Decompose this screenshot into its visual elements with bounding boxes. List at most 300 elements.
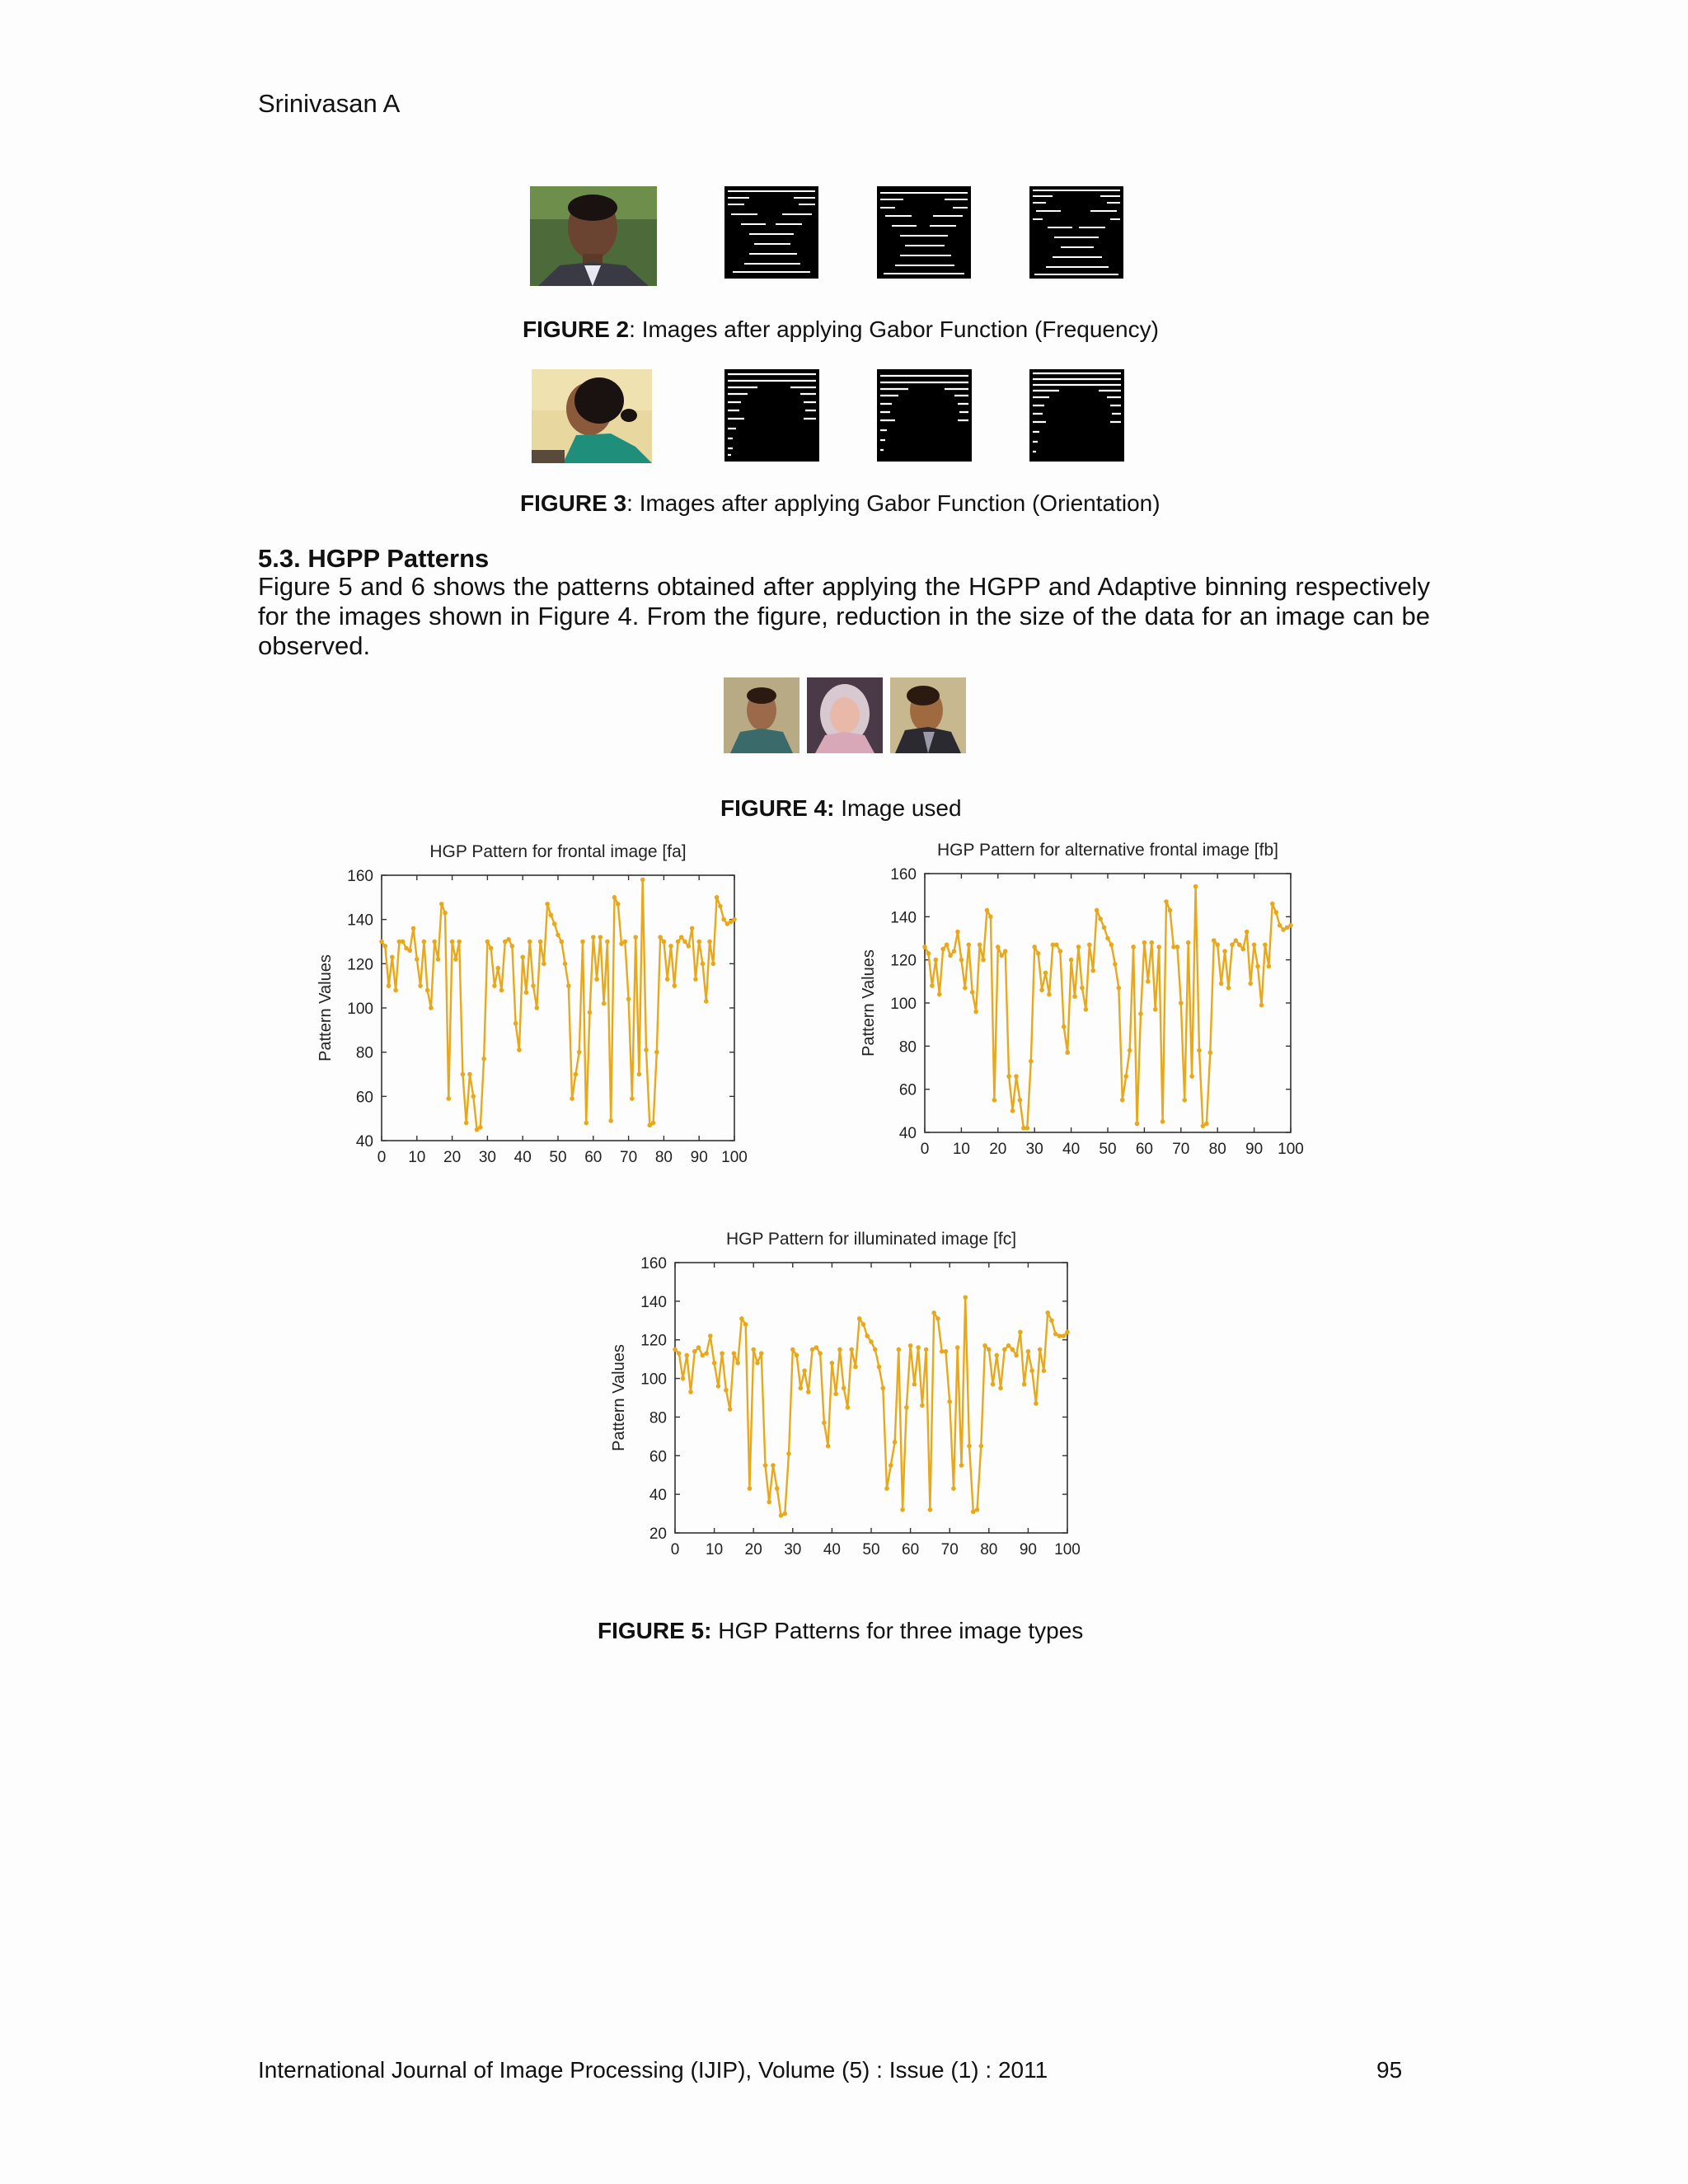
data-point — [1267, 964, 1272, 969]
y-tick-label: 120 — [347, 956, 373, 974]
data-point — [688, 1390, 693, 1394]
data-point — [495, 966, 500, 971]
x-tick-label: 60 — [1135, 1141, 1153, 1158]
data-point — [640, 878, 645, 883]
x-tick-label: 70 — [940, 1541, 959, 1558]
data-point — [1105, 936, 1110, 941]
data-point — [1014, 1353, 1019, 1358]
x-tick-label: 10 — [706, 1541, 724, 1558]
data-point — [1010, 1347, 1015, 1352]
data-point — [846, 1405, 851, 1410]
data-point — [1128, 1048, 1132, 1053]
data-point — [830, 1361, 835, 1366]
footer-journal: International Journal of Image Processing (IJIP), Volume (5) : Issue (1) : 2011 — [258, 2057, 1048, 2083]
data-point — [1003, 949, 1008, 954]
data-point — [1102, 926, 1107, 930]
data-point — [528, 940, 532, 944]
data-point — [524, 990, 529, 995]
data-point — [963, 1295, 968, 1300]
data-point — [450, 940, 455, 944]
data-point — [1237, 943, 1242, 948]
data-point — [1168, 908, 1173, 913]
data-point — [718, 904, 723, 909]
footer-page-number: 95 — [1376, 2057, 1403, 2083]
y-tick-label: 120 — [890, 952, 917, 970]
x-tick-label: 40 — [823, 1541, 841, 1558]
x-tick-label: 0 — [920, 1141, 930, 1158]
data-point — [485, 940, 490, 944]
figure-4-caption — [720, 795, 962, 822]
figure-5-label: FIGURE 5: — [598, 1618, 712, 1643]
data-point — [677, 1351, 682, 1356]
y-tick-label: 60 — [649, 1448, 667, 1466]
data-point — [1179, 1001, 1184, 1005]
data-point — [1189, 1074, 1194, 1079]
x-tick-label: 0 — [670, 1541, 680, 1558]
data-point — [922, 944, 927, 949]
y-tick-label: 140 — [347, 912, 373, 930]
data-point — [1117, 986, 1122, 991]
data-point — [802, 1368, 807, 1373]
data-point — [963, 986, 968, 991]
data-point — [720, 1351, 724, 1356]
data-point — [552, 921, 557, 926]
x-tick-label: 20 — [443, 1149, 462, 1166]
data-point — [1123, 1074, 1128, 1079]
y-tick-label: 40 — [649, 1487, 667, 1505]
data-point — [900, 1507, 905, 1512]
data-point — [947, 1399, 952, 1404]
data-point — [1049, 1318, 1054, 1323]
data-point — [732, 1351, 737, 1356]
data-point — [1047, 992, 1052, 997]
data-point — [1234, 938, 1239, 943]
figure-4-label: FIGURE 4: — [720, 795, 835, 821]
data-point — [1270, 902, 1275, 907]
data-point — [735, 1361, 740, 1366]
data-point — [662, 940, 667, 944]
data-point — [1014, 1074, 1019, 1079]
data-point — [1230, 943, 1235, 948]
x-tick-label: 0 — [377, 1149, 387, 1166]
data-point — [1006, 1074, 1011, 1079]
data-point — [1164, 899, 1169, 904]
data-point — [679, 935, 684, 940]
x-tick-label: 80 — [654, 1149, 673, 1166]
data-point — [1061, 1333, 1066, 1338]
data-point — [1095, 908, 1100, 913]
data-point — [1043, 971, 1048, 976]
data-point — [1084, 1007, 1089, 1012]
data-point — [1053, 1332, 1058, 1337]
data-point — [849, 1347, 854, 1352]
data-point — [999, 954, 1004, 958]
dataset-face-frontal — [724, 677, 799, 753]
data-point — [1029, 1368, 1034, 1373]
data-point — [1057, 949, 1062, 954]
data-point — [626, 996, 631, 1001]
body-paragraph: Figure 5 and 6 shows the patterns obtained after applying the HGPP and Adaptive binning respectively for the images shown in Figure 4. From the figure, reduction in the size of the data for an image can be observed. — [258, 572, 1430, 660]
data-point — [651, 1121, 656, 1126]
y-tick-label: 40 — [355, 1133, 373, 1151]
data-point — [1065, 1050, 1070, 1055]
data-point — [623, 940, 628, 944]
y-tick-label: 100 — [640, 1371, 667, 1389]
figure-2-caption — [523, 316, 1159, 343]
data-point — [763, 1463, 768, 1468]
data-point — [1036, 951, 1041, 956]
data-point — [978, 943, 982, 948]
data-point — [1080, 986, 1085, 991]
x-tick-label: 30 — [478, 1149, 496, 1166]
data-point — [1022, 1382, 1027, 1387]
y-tick-label: 80 — [649, 1409, 667, 1427]
data-point — [608, 1118, 613, 1123]
data-point — [967, 1444, 972, 1449]
data-point — [1146, 979, 1151, 984]
data-point — [668, 944, 673, 949]
data-point — [382, 944, 387, 949]
gabor-orientation-image-2 — [877, 369, 972, 462]
data-point — [814, 1345, 819, 1350]
data-point — [453, 957, 458, 962]
data-point — [721, 917, 726, 922]
data-point — [711, 962, 716, 967]
data-point — [672, 983, 677, 988]
data-point — [996, 944, 1001, 949]
data-point — [1255, 964, 1260, 969]
data-point — [751, 1347, 756, 1352]
data-point — [755, 1361, 760, 1366]
data-point — [411, 926, 416, 931]
data-point — [461, 1072, 466, 1077]
data-point — [1160, 1119, 1165, 1124]
data-point — [1025, 1126, 1030, 1131]
data-point — [644, 1047, 649, 1052]
data-point — [1090, 968, 1095, 973]
x-tick-label: 10 — [952, 1141, 970, 1158]
data-point — [732, 917, 737, 922]
data-point — [492, 983, 497, 988]
x-tick-label: 30 — [784, 1541, 802, 1558]
chart-title: HGP Pattern for illuminated image [fc] — [725, 1230, 1017, 1249]
data-point — [810, 1347, 815, 1352]
data-point — [401, 940, 406, 944]
data-point — [545, 902, 550, 907]
data-point — [1065, 1330, 1070, 1335]
data-point — [904, 1405, 909, 1410]
data-point — [944, 1349, 949, 1354]
x-tick-label: 80 — [980, 1541, 998, 1558]
data-point — [1193, 884, 1198, 889]
data-point — [1259, 1003, 1264, 1008]
data-point — [654, 1050, 659, 1055]
x-tick-label: 70 — [620, 1149, 638, 1166]
data-point — [676, 940, 681, 944]
data-point — [818, 1351, 823, 1356]
data-point — [908, 1343, 913, 1348]
data-point — [432, 940, 437, 944]
plot-frame — [675, 1263, 1067, 1533]
data-point — [471, 1094, 476, 1099]
data-point — [704, 999, 709, 1004]
gabor-frequency-image-1 — [724, 186, 818, 279]
data-point — [612, 895, 617, 900]
y-tick-label: 140 — [640, 1293, 667, 1311]
y-tick-label: 40 — [898, 1125, 917, 1142]
data-point — [1252, 943, 1257, 948]
face-photo-frontal — [530, 186, 657, 286]
data-point — [1072, 994, 1077, 999]
data-point — [951, 1486, 956, 1491]
data-point — [935, 1316, 940, 1321]
x-tick-label: 60 — [902, 1541, 920, 1558]
data-point — [478, 1125, 483, 1130]
data-point — [633, 935, 638, 940]
data-point — [1006, 1343, 1011, 1348]
x-tick-label: 70 — [1172, 1141, 1190, 1158]
data-point — [563, 962, 568, 967]
data-point — [985, 908, 990, 913]
data-point — [880, 1385, 885, 1390]
x-tick-label: 60 — [584, 1149, 603, 1166]
data-point — [822, 1421, 827, 1426]
data-point — [673, 1347, 678, 1352]
x-tick-label: 90 — [1245, 1141, 1264, 1158]
gabor-frequency-image-3 — [1029, 186, 1123, 279]
y-tick-label: 160 — [890, 866, 917, 883]
data-point — [971, 1509, 976, 1514]
data-point — [602, 1001, 607, 1006]
data-point — [988, 915, 993, 920]
data-point — [707, 940, 712, 944]
data-point — [978, 1444, 983, 1449]
data-point — [658, 935, 663, 940]
data-point — [716, 1384, 721, 1389]
data-point — [1026, 1349, 1031, 1354]
data-point — [701, 962, 706, 967]
data-point — [464, 1121, 469, 1126]
data-point — [379, 940, 384, 944]
data-point — [690, 926, 695, 931]
data-point — [1142, 940, 1147, 945]
data-point — [1138, 1011, 1143, 1016]
figure-3-label: FIGURE 3 — [520, 490, 627, 516]
chart-title: HGP Pattern for frontal image [fa] — [429, 842, 687, 861]
data-point — [436, 957, 441, 962]
x-tick-label: 10 — [408, 1149, 426, 1166]
data-point — [481, 1057, 486, 1062]
y-tick-label: 120 — [640, 1332, 667, 1350]
data-point — [605, 940, 610, 944]
data-point — [1098, 916, 1103, 921]
data-point — [1273, 910, 1278, 915]
data-point — [981, 958, 986, 963]
y-tick-label: 60 — [355, 1089, 373, 1107]
data-point — [407, 948, 412, 953]
data-point — [998, 1385, 1003, 1390]
data-point — [535, 1005, 540, 1010]
data-point — [739, 1316, 744, 1321]
data-point — [1010, 1108, 1015, 1113]
data-point — [682, 940, 687, 944]
figure-3-text: : Images after applying Gabor Function (Orientation) — [626, 490, 1160, 516]
data-point — [853, 1365, 858, 1370]
data-point — [1222, 949, 1227, 954]
data-point — [422, 940, 427, 944]
data-point — [467, 1072, 472, 1077]
data-point — [637, 1072, 642, 1077]
data-point — [1131, 944, 1136, 949]
data-point — [1153, 1007, 1158, 1012]
data-point — [775, 1486, 780, 1491]
data-point — [489, 946, 494, 951]
data-point — [826, 1444, 831, 1449]
data-point — [447, 1096, 452, 1101]
data-point — [1197, 1048, 1202, 1053]
data-point — [873, 1347, 878, 1352]
data-point — [955, 930, 960, 935]
x-tick-label: 50 — [862, 1541, 880, 1558]
data-point — [934, 958, 939, 963]
data-point — [577, 1050, 582, 1055]
x-tick-label: 100 — [1278, 1141, 1304, 1158]
data-point — [415, 957, 420, 962]
x-tick-label: 40 — [1062, 1141, 1081, 1158]
data-point — [1240, 947, 1245, 952]
data-point — [1149, 940, 1154, 945]
figure-5-text: HGP Patterns for three image types — [711, 1618, 1084, 1643]
data-point — [429, 1005, 434, 1010]
figure-2-text: : Images after applying Gabor Function (Frequency) — [629, 316, 1159, 342]
chart-title: HGP Pattern for alternative frontal image [fb] — [937, 841, 1278, 860]
series-line — [675, 1297, 1067, 1516]
data-point — [937, 992, 942, 997]
data-point — [973, 1010, 978, 1015]
y-axis-label: Pattern Values — [316, 954, 335, 1062]
y-tick-label: 160 — [640, 1255, 667, 1272]
data-point — [1045, 1310, 1050, 1315]
data-point — [506, 937, 511, 942]
data-point — [538, 940, 543, 944]
x-tick-label: 50 — [1099, 1141, 1117, 1158]
x-tick-label: 20 — [989, 1141, 1007, 1158]
y-tick-label: 160 — [347, 868, 373, 885]
data-point — [1076, 944, 1081, 949]
data-point — [1156, 944, 1161, 949]
y-tick-label: 80 — [898, 1038, 917, 1057]
x-tick-label: 90 — [1019, 1541, 1037, 1558]
data-point — [1002, 1347, 1007, 1352]
series-line — [382, 879, 734, 1129]
data-point — [970, 990, 975, 995]
data-point — [897, 1347, 902, 1352]
data-point — [833, 1392, 838, 1397]
data-point — [598, 935, 603, 940]
data-point — [893, 1440, 898, 1445]
data-point — [1204, 1122, 1209, 1127]
data-point — [987, 1347, 992, 1352]
gabor-orientation-image-1 — [724, 369, 819, 462]
data-point — [1032, 944, 1037, 949]
data-point — [439, 902, 444, 907]
figure-4-text: Image used — [834, 795, 962, 821]
figure-5-caption — [598, 1618, 1083, 1644]
data-point — [1029, 1059, 1034, 1064]
data-point — [1263, 943, 1268, 948]
data-point — [701, 1353, 706, 1358]
data-point — [1212, 938, 1217, 943]
data-point — [425, 988, 430, 993]
data-point — [869, 1339, 874, 1344]
data-point — [570, 1096, 574, 1101]
data-point — [712, 1361, 717, 1366]
data-point — [975, 1507, 980, 1512]
data-point — [992, 1098, 997, 1103]
data-point — [724, 1388, 729, 1393]
data-point — [584, 1121, 588, 1126]
data-point — [1120, 1098, 1125, 1103]
data-point — [1208, 1050, 1213, 1055]
data-point — [687, 944, 692, 949]
data-point — [995, 1353, 1000, 1358]
data-point — [1054, 943, 1059, 948]
data-point — [1034, 1401, 1039, 1406]
data-point — [865, 1333, 870, 1338]
dataset-face-illuminated — [890, 677, 966, 753]
data-point — [715, 895, 720, 900]
data-point — [837, 1347, 842, 1352]
x-tick-label: 100 — [1054, 1541, 1081, 1558]
data-point — [799, 1385, 804, 1390]
data-point — [1288, 923, 1293, 928]
data-point — [1018, 1330, 1023, 1335]
data-point — [877, 1365, 882, 1370]
y-tick-label: 140 — [890, 909, 917, 927]
data-point — [857, 1316, 862, 1321]
data-point — [806, 1390, 811, 1394]
data-point — [966, 943, 971, 948]
data-point — [1245, 930, 1250, 935]
x-tick-label: 80 — [1208, 1141, 1226, 1158]
y-tick-label: 20 — [649, 1526, 667, 1543]
data-point — [945, 943, 950, 948]
data-point — [779, 1513, 784, 1518]
data-point — [884, 1486, 889, 1491]
data-point — [693, 977, 698, 982]
data-point — [566, 983, 571, 988]
data-point — [588, 1010, 593, 1015]
data-point — [759, 1351, 764, 1356]
x-tick-label: 30 — [1025, 1141, 1043, 1158]
data-point — [393, 988, 398, 993]
data-point — [790, 1347, 795, 1352]
data-point — [861, 1322, 866, 1327]
data-point — [940, 947, 945, 952]
x-tick-label: 50 — [549, 1149, 567, 1166]
y-tick-label: 80 — [355, 1044, 373, 1062]
data-point — [931, 1310, 936, 1315]
y-tick-label: 60 — [898, 1081, 917, 1099]
data-point — [795, 1353, 799, 1358]
y-tick-label: 100 — [890, 996, 917, 1013]
data-point — [704, 1351, 709, 1356]
data-point — [520, 954, 525, 959]
data-point — [1175, 944, 1180, 949]
data-point — [390, 954, 395, 959]
data-point — [959, 958, 964, 963]
data-point — [542, 962, 546, 967]
